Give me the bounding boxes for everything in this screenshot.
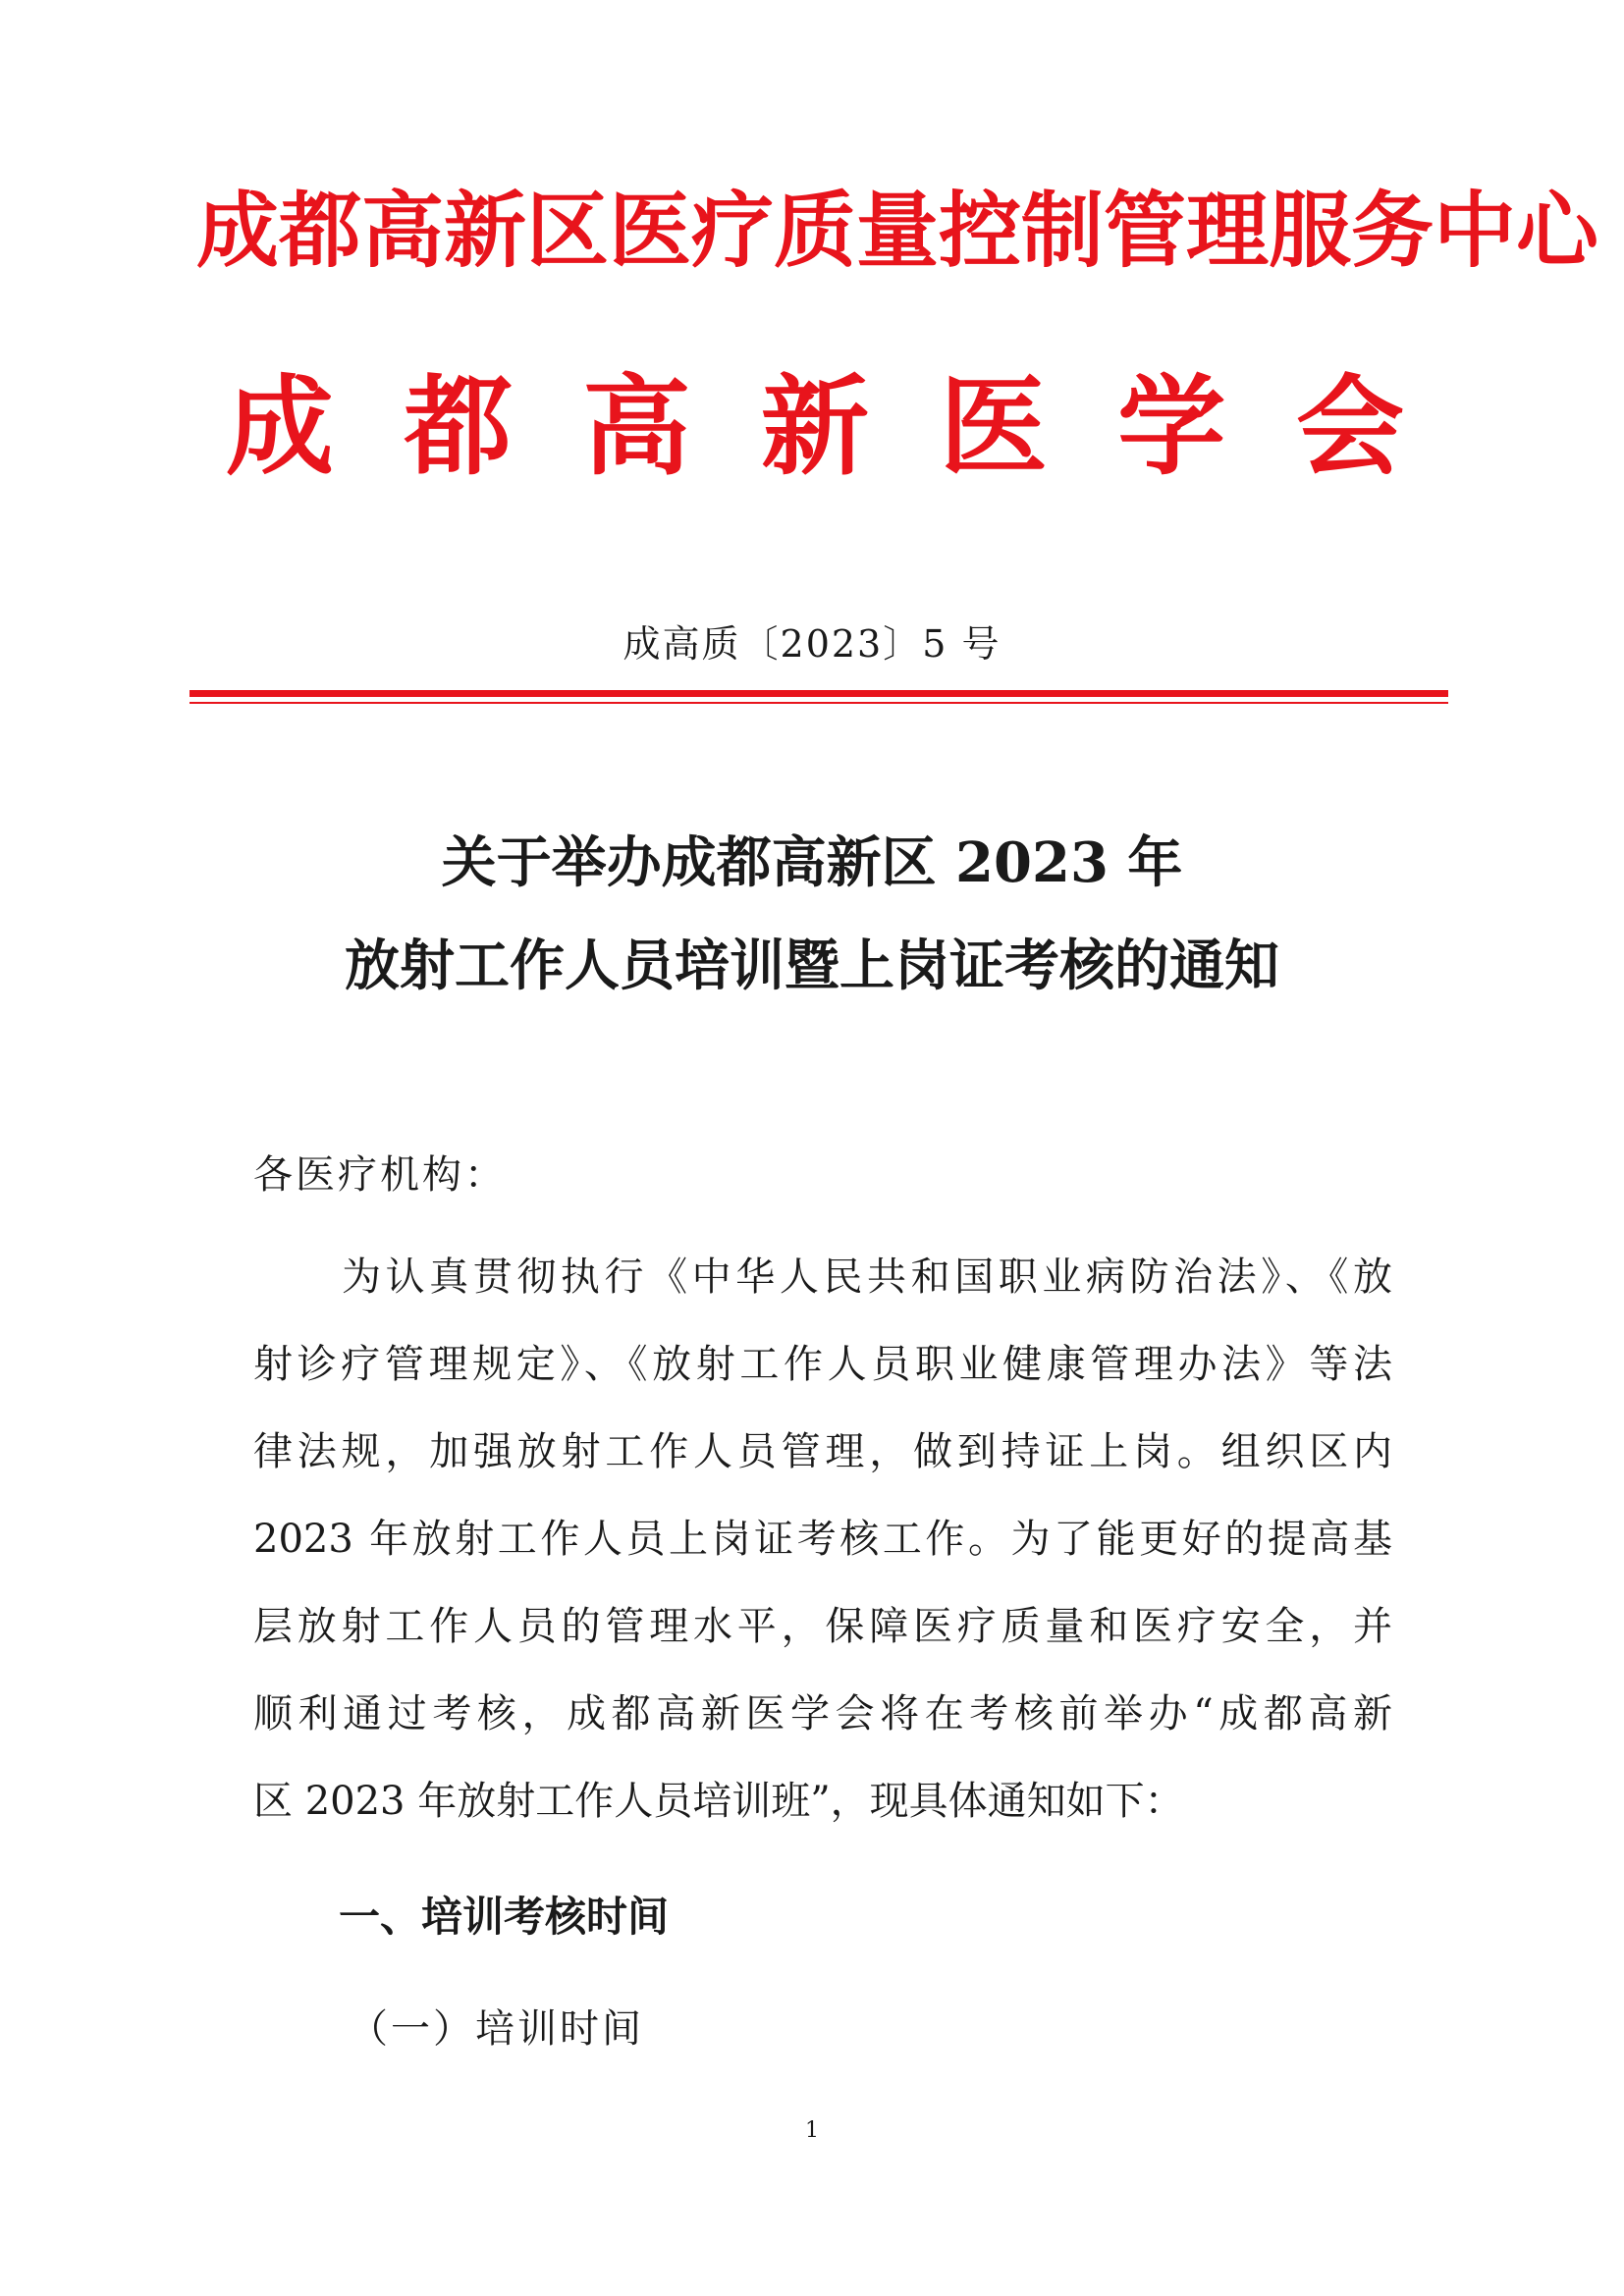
masthead-char: 学 xyxy=(1117,364,1226,490)
page-number: 1 xyxy=(805,2118,819,2143)
masthead-char: 会 xyxy=(1295,364,1404,490)
salutation: 各医疗机构： xyxy=(253,1152,507,1198)
masthead-char: 高 xyxy=(582,364,691,490)
document-number: 成高质〔2023〕5 号 xyxy=(623,622,1001,666)
body-line: 2023 年放射工作人员上岗证考核工作。为了能更好的提高基 xyxy=(253,1517,1392,1562)
masthead-society-name xyxy=(226,363,1404,491)
body-line: 区 2023 年放射工作人员培训班”，现具体通知如下： xyxy=(253,1779,1184,1824)
masthead-char: 成 xyxy=(226,364,334,490)
section-heading: 一、培训考核时间 xyxy=(339,1893,670,1941)
red-divider-thin xyxy=(189,702,1448,704)
body-line: 为认真贯彻执行《中华人民共和国职业病防治法》、《放 xyxy=(342,1255,1392,1300)
subsection-heading: （一）培训时间 xyxy=(349,2006,644,2052)
body-line: 层放射工作人员的管理水平，保障医疗质量和医疗安全，并 xyxy=(253,1604,1392,1649)
body-line: 顺利通过考核，成都高新医学会将在考核前举办“成都高新 xyxy=(253,1691,1392,1736)
document-title-line-1: 关于举办成都高新区 2023 年 xyxy=(441,830,1183,895)
body-line: 律法规，加强放射工作人员管理，做到持证上岗。组织区内 xyxy=(253,1429,1392,1474)
masthead-char: 医 xyxy=(939,364,1048,490)
body-line: 射诊疗管理规定》、《放射工作人员职业健康管理办法》等法 xyxy=(253,1342,1392,1387)
masthead-org-name: 成都高新区医疗质量控制管理服务中心 xyxy=(196,183,1599,279)
masthead-char: 新 xyxy=(760,364,869,490)
document-title-line-2: 放射工作人员培训暨上岗证考核的通知 xyxy=(345,934,1279,998)
masthead-char: 都 xyxy=(404,364,513,490)
red-divider-thick xyxy=(189,690,1448,697)
